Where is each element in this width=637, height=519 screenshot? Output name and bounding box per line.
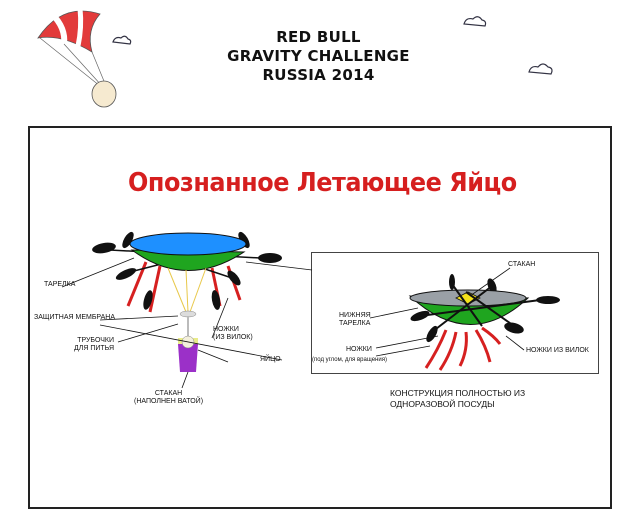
label-egg: ЯЙЦО [260,356,281,363]
label-plate: ТАРЕЛКА [44,281,76,288]
label-tubes [74,337,114,353]
construction-note-line1: КОНСТРУКЦИЯ ПОЛНОСТЬЮ ИЗ [390,388,526,398]
right-device [409,274,560,370]
label-legs-line1: НОЖКИ [213,326,239,333]
label-lower-plate [339,312,371,328]
label-lower-plate-line1: НИЖНЯЯ [339,312,371,319]
label-legs [213,326,253,342]
label-cup-line2: (НАПОЛНЕН ВАТОЙ) [134,398,204,405]
label-right-legs: НОЖКИ [346,346,372,353]
label-lower-plate-line2: ТАРЕЛКА [339,320,371,327]
label-tubes-line1: ТРУБОЧКИ [77,337,115,344]
construction-note [390,388,525,410]
label-legs-line2: (ИЗ ВИЛОК) [213,334,253,341]
label-tubes-line2: ДЛЯ ПИТЬЯ [74,345,115,352]
label-membrane: ЗАЩИТНАЯ МЕМБРАНА [34,314,116,321]
header-line-3: RUSSIA 2014 [262,66,375,84]
header-line-2: GRAVITY CHALLENGE [227,47,410,65]
label-cup-line1: СТАКАН [154,390,183,397]
construction-note-line2: ОДНОРАЗОВОЙ ПОСУДЫ [390,399,495,409]
header-line-1: RED BULL [276,28,361,46]
label-cup [134,390,203,406]
label-legs-from-forks: НОЖКИ ИЗ ВИЛОК [526,347,589,354]
label-right-legs-note: (под углом, для вращения) [312,357,387,363]
left-device [91,230,282,372]
diagram-title: Опознанное Летающее Яйцо [128,168,517,198]
label-right-cup: СТАКАН [508,261,536,268]
